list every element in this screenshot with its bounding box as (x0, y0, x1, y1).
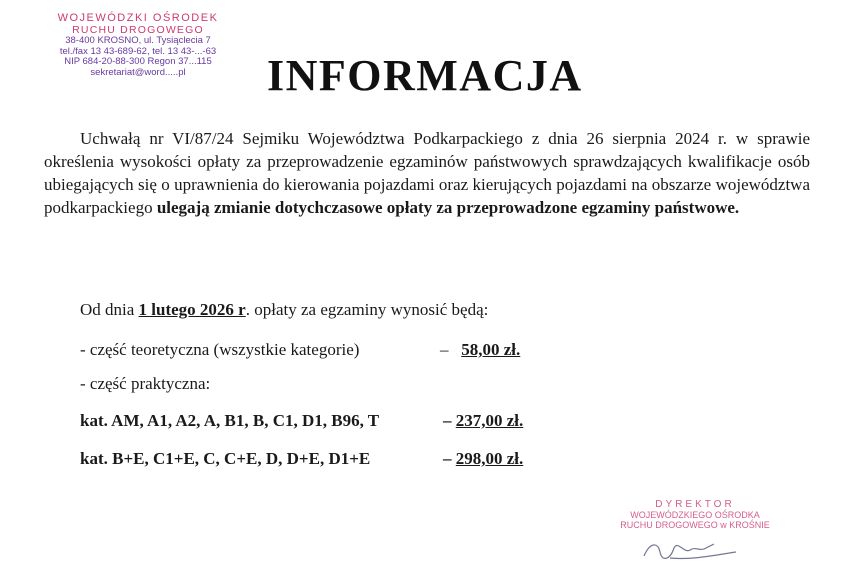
fee-group1-amount-group (443, 411, 523, 431)
fee-row-group2 (80, 449, 524, 469)
fee-group2-dash: – (443, 449, 452, 468)
effective-date-line (80, 300, 488, 320)
stamp-email: sekretariat@word.....pl (90, 66, 186, 78)
intro-text: Uchwałą nr VI/87/24 Sejmiku Województwa Podkarpackiego z dnia 26 sierpnia 2024 r. w sprawie określenia wysokości opłaty za przeprowadzenie egzaminów państwowych sprawdzających kwalifikacje osób ubiegających się o uprawnienia do kierowania pojazdami oraz kierujących pojazdami na obszarze województwa podkarpackiego (44, 129, 810, 217)
fee-row-group1 (80, 411, 524, 431)
effective-date: 1 lutego 2026 r (138, 300, 246, 319)
stamp-address: 38-400 KROSNO, ul. Tysiąclecia 7 (65, 35, 211, 46)
fee-group1-label: kat. AM, A1, A2, A, B1, B, C1, D1, B96, T (80, 411, 380, 430)
fee-group2-amount-group (443, 449, 523, 469)
fee-group1-dash: – (443, 411, 452, 430)
fee-row-practical (80, 374, 210, 394)
fee-row-theory (80, 340, 521, 360)
director-stamp (600, 500, 790, 530)
stamp-phones: tel./fax 13 43-689-62, tel. 13 43-...-63 (59, 45, 217, 57)
organization-stamp (38, 12, 238, 78)
director-stamp-line2: RUCHU DROGOWEGO w KROŚNIE (620, 520, 770, 530)
stamp-organization-subname: RUCHU DROGOWEGO (72, 24, 204, 36)
handwritten-signature (640, 534, 750, 564)
intro-bold-text: ulegają zmianie dotychczasowe opłaty za przeprowadzone egzaminy państwowe. (156, 198, 740, 217)
fee-theory-label: - część teoretyczna (wszystkie kategorie) (80, 340, 360, 359)
fee-group1-amount: 237,00 zł. (455, 411, 524, 430)
fee-theory-amount: 58,00 zł. (461, 340, 521, 359)
fee-theory-dash: – (440, 340, 449, 359)
stamp-ids: NIP 684-20-88-300 Regon 37...115 (64, 56, 212, 67)
intro-paragraph (44, 127, 810, 219)
fee-practical-label: - część praktyczna: (80, 374, 211, 393)
fee-theory-amount-group (440, 340, 520, 360)
fee-group2-label: kat. B+E, C1+E, C, C+E, D, D+E, D1+E (80, 449, 371, 468)
director-stamp-line1: WOJEWÓDZKIEGO OŚRODKA (630, 510, 760, 520)
effective-prefix: Od dnia (80, 300, 135, 319)
document-title: INFORMACJA (267, 51, 583, 100)
director-stamp-title: DYREKTOR (655, 499, 735, 510)
effective-suffix: . opłaty za egzaminy wynosić będą: (245, 300, 489, 319)
fee-group2-amount: 298,00 zł. (455, 449, 524, 468)
stamp-organization-name: WOJEWÓDZKI OŚRODEK (57, 12, 219, 24)
